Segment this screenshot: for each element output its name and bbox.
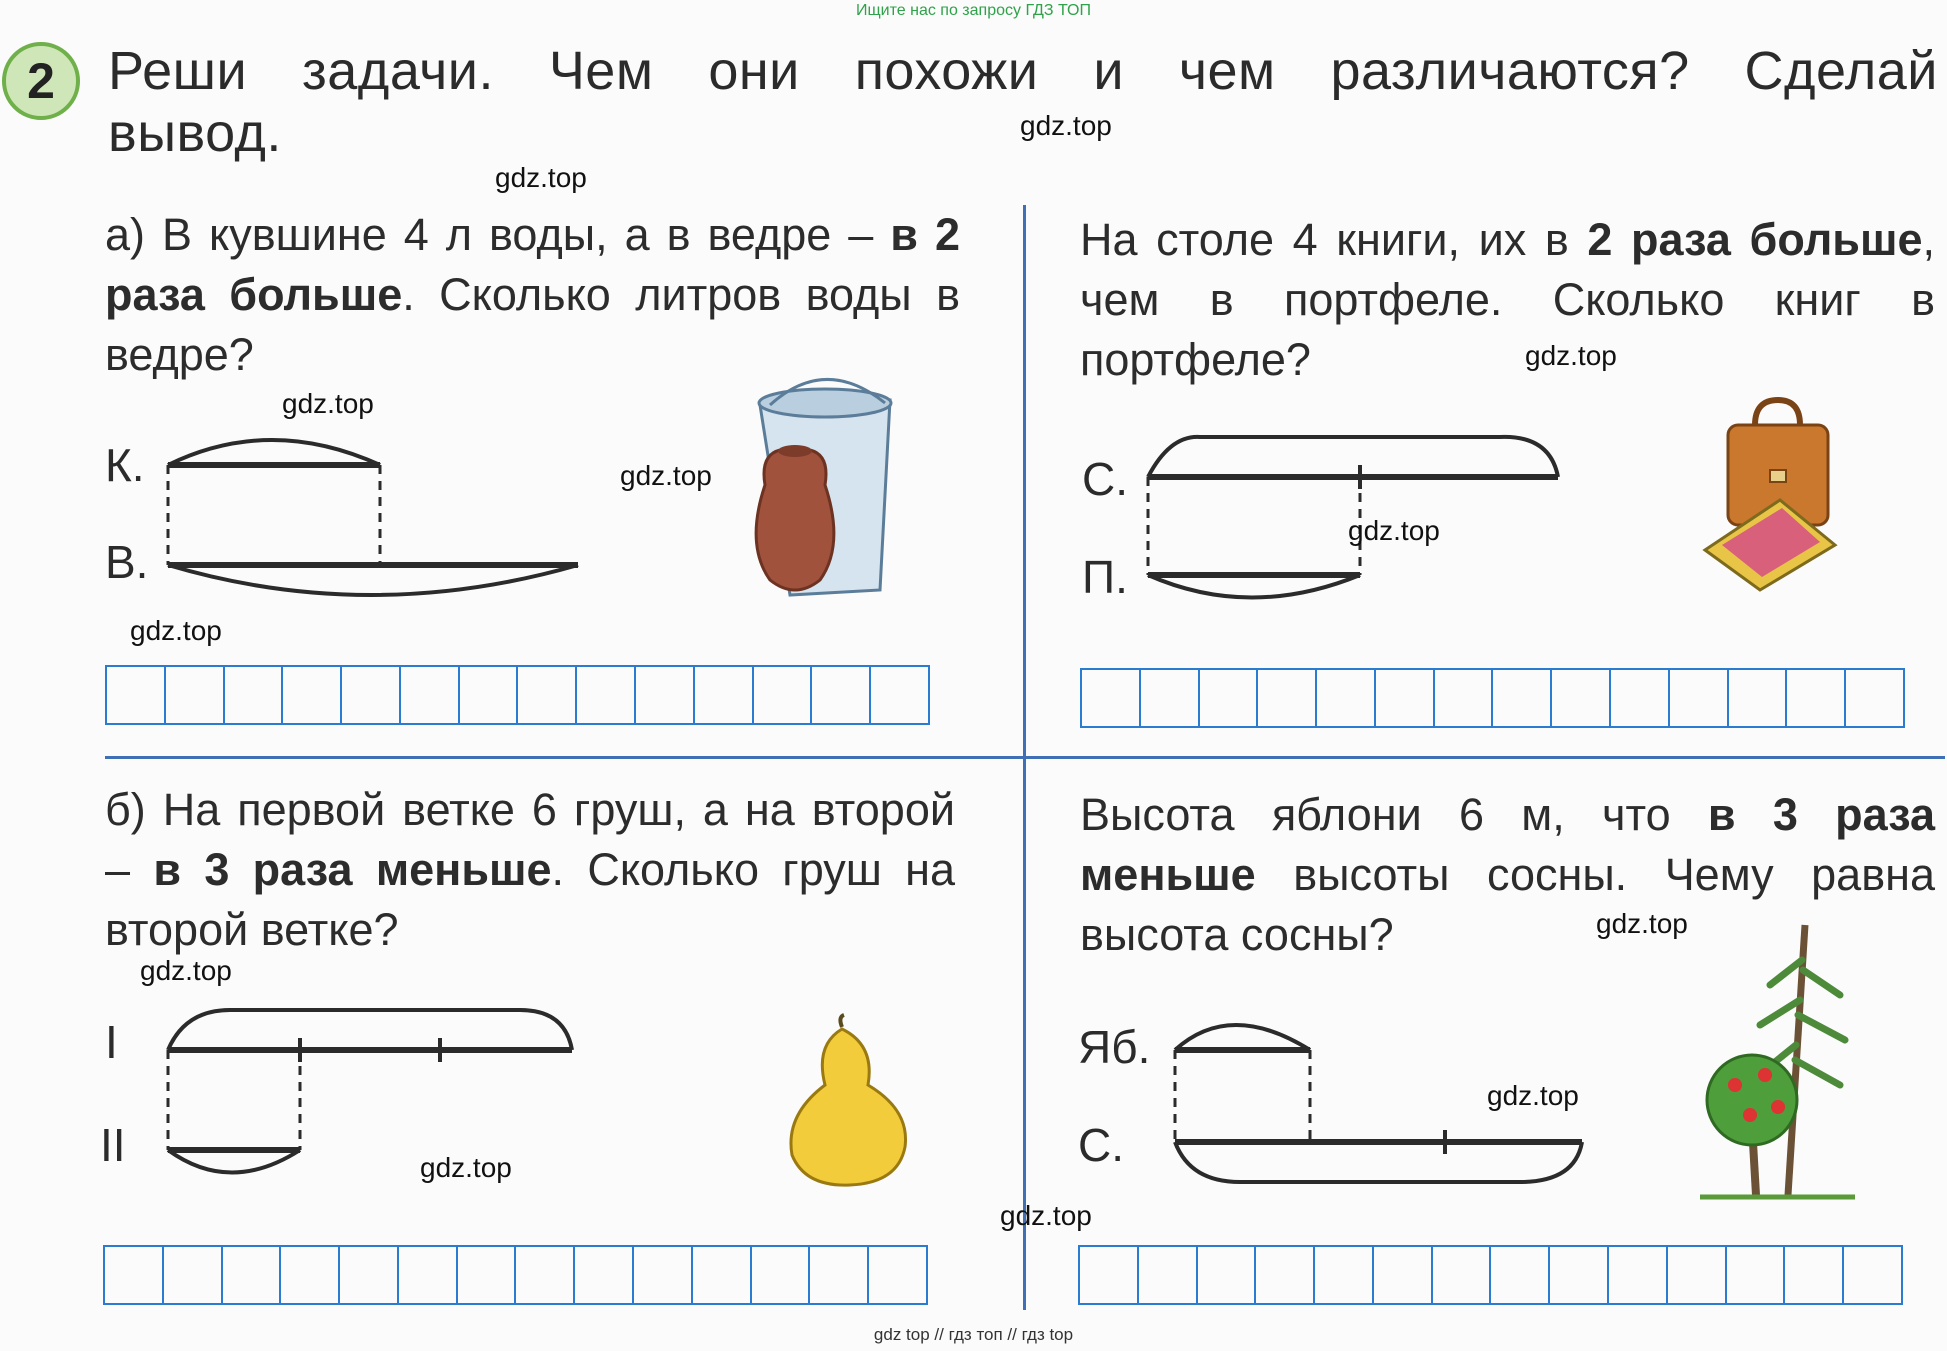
scheme-a2-brace-bottom <box>1148 575 1360 598</box>
answer-cell[interactable] <box>1491 1247 1550 1303</box>
answer-cell[interactable] <box>1258 670 1317 726</box>
problem-b-text <box>105 780 955 960</box>
answer-cell[interactable] <box>634 1247 693 1303</box>
watermark: gdz.top <box>620 460 712 491</box>
answer-cells-a2[interactable] <box>1080 668 1905 728</box>
answer-cell[interactable] <box>460 667 519 723</box>
answer-cell[interactable] <box>1609 1247 1668 1303</box>
answer-cell[interactable] <box>107 667 166 723</box>
answer-cell[interactable] <box>810 1247 869 1303</box>
scheme-a-diagram <box>160 425 590 615</box>
answer-cell[interactable] <box>1846 670 1903 726</box>
scheme-a2-label-top: С. <box>1082 453 1128 505</box>
answer-cell[interactable] <box>1670 670 1729 726</box>
answer-cell[interactable] <box>575 1247 634 1303</box>
problem-b-part1: б) На первой ветке 6 груш, а на второй – <box>105 784 955 895</box>
scheme-a2-label-bottom: П. <box>1082 551 1128 603</box>
watermark: gdz.top <box>1487 1080 1579 1111</box>
answer-cell[interactable] <box>1141 670 1200 726</box>
problem-b-part2: . Сколько груш на второй ветке? <box>105 844 956 955</box>
problem-a2-bold: 2 раза больше <box>1587 214 1923 265</box>
answer-cell[interactable] <box>1611 670 1670 726</box>
answer-cells-a[interactable] <box>105 665 930 725</box>
watermark: gdz.top <box>1596 908 1688 939</box>
answer-cell[interactable] <box>1200 670 1259 726</box>
answer-cell[interactable] <box>1493 670 1552 726</box>
scheme-a-brace-top <box>168 440 380 465</box>
answer-cell[interactable] <box>283 667 342 723</box>
answer-cell[interactable] <box>812 667 871 723</box>
problem-a-bold: в 2 раза больше <box>105 209 960 320</box>
answer-cell[interactable] <box>1374 1247 1433 1303</box>
watermark: gdz.top <box>282 388 374 419</box>
answer-cell[interactable] <box>636 667 695 723</box>
answer-cell[interactable] <box>342 667 401 723</box>
scheme-b-brace-bottom <box>168 1150 300 1173</box>
task-title-line1 <box>108 40 1938 102</box>
problem-b2-part2: высоты сосны. Чему равна высота сосны? <box>1080 849 1935 960</box>
answer-cell[interactable] <box>754 667 813 723</box>
answer-cell[interactable] <box>1317 670 1376 726</box>
title-word: и <box>1093 41 1124 101</box>
problem-a2-part2: , чем в портфеле. Сколько книг в портфеле? <box>1080 214 1935 385</box>
scheme-a-brace-bottom <box>168 565 578 595</box>
problem-a-text <box>105 205 960 385</box>
watermark: gdz.top <box>1525 340 1617 371</box>
scheme-a-label-bottom: В. <box>105 536 149 588</box>
answer-cell[interactable] <box>1844 1247 1901 1303</box>
answer-cell[interactable] <box>281 1247 340 1303</box>
answer-cell[interactable] <box>1256 1247 1315 1303</box>
task-title <box>108 40 1938 164</box>
top-banner: Ищите нас по запросу ГДЗ ТОП <box>856 2 1091 19</box>
title-word: они <box>708 41 800 101</box>
pear-illustration <box>780 1015 920 1190</box>
apple-tree-icon <box>1707 1055 1797 1145</box>
answer-cell[interactable] <box>871 667 928 723</box>
answer-cell[interactable] <box>693 1247 752 1303</box>
answer-cell[interactable] <box>1787 670 1846 726</box>
problem-a-part2: . Сколько литров воды в ведре? <box>105 269 960 380</box>
answer-cell[interactable] <box>1550 1247 1609 1303</box>
answer-cell[interactable] <box>1552 670 1611 726</box>
answer-cell[interactable] <box>1785 1247 1844 1303</box>
answer-cell[interactable] <box>752 1247 811 1303</box>
answer-cell[interactable] <box>401 667 460 723</box>
answer-cell[interactable] <box>1433 1247 1492 1303</box>
problem-a-part1: а) В кувшине 4 л воды, а в ведре – <box>105 209 891 260</box>
title-word: Сделай <box>1744 41 1938 101</box>
scheme-b-label-top: I <box>105 1016 118 1068</box>
scheme-b-brace-top <box>168 1010 572 1050</box>
trees-illustration <box>1690 925 1865 1210</box>
watermark: gdz.top <box>1348 515 1440 546</box>
scheme-b2-brace-bottom <box>1175 1142 1582 1182</box>
scheme-b2-label-bottom: С. <box>1078 1119 1124 1171</box>
title-word: похожи <box>854 41 1039 101</box>
title-word: различаются? <box>1330 41 1690 101</box>
answer-cell[interactable] <box>695 667 754 723</box>
footer-watermark: gdz top // гдз топ // гдз top <box>873 1325 1074 1344</box>
watermark: gdz.top <box>140 955 232 986</box>
answer-cell[interactable] <box>105 1247 164 1303</box>
scheme-b2-label-top: Яб. <box>1078 1021 1151 1073</box>
answer-cell[interactable] <box>1080 1247 1139 1303</box>
answer-cell[interactable] <box>1139 1247 1198 1303</box>
answer-cell[interactable] <box>518 667 577 723</box>
answer-cell[interactable] <box>1668 1247 1727 1303</box>
title-word: чем <box>1178 41 1276 101</box>
answer-cell[interactable] <box>1435 670 1494 726</box>
horizontal-divider <box>105 756 1945 759</box>
answer-cell[interactable] <box>166 667 225 723</box>
answer-cell[interactable] <box>1082 670 1141 726</box>
problem-b2-bold: в 3 раза меньше <box>1080 789 1935 900</box>
answer-cell[interactable] <box>1315 1247 1374 1303</box>
task-title-line2: вывод. <box>108 103 282 163</box>
watermark: gdz.top <box>495 162 587 193</box>
problem-b2-part1: Высота яблони 6 м, что <box>1080 789 1708 840</box>
watermark: gdz.top <box>1000 1200 1092 1231</box>
answer-cell[interactable] <box>225 667 284 723</box>
answer-cell[interactable] <box>340 1247 399 1303</box>
task-number-badge: 2 <box>2 42 80 120</box>
watermark: gdz.top <box>420 1152 512 1183</box>
watermark: gdz.top <box>130 615 222 646</box>
title-word: Чем <box>548 41 654 101</box>
briefcase-books-illustration <box>1700 395 1840 595</box>
watermark: gdz.top <box>1020 110 1112 141</box>
answer-cells-b[interactable] <box>103 1245 928 1305</box>
answer-cell[interactable] <box>1376 670 1435 726</box>
answer-cell[interactable] <box>164 1247 223 1303</box>
jug-bucket-illustration <box>740 375 940 605</box>
scheme-a-label-top: К. <box>105 439 145 491</box>
answer-cell[interactable] <box>458 1247 517 1303</box>
answer-cells-b2[interactable] <box>1078 1245 1903 1305</box>
scheme-b-diagram <box>160 1005 580 1200</box>
answer-cell[interactable] <box>869 1247 926 1303</box>
problem-a2-text <box>1080 210 1935 390</box>
title-word: задачи. <box>302 41 494 101</box>
scheme-a2-brace-top <box>1148 437 1558 477</box>
answer-cell[interactable] <box>1727 1247 1786 1303</box>
jug-icon <box>756 450 834 590</box>
pear-icon <box>791 1029 906 1185</box>
answer-cell[interactable] <box>1198 1247 1257 1303</box>
answer-cell[interactable] <box>577 667 636 723</box>
problem-b-bold: в 3 раза меньше <box>153 844 552 895</box>
answer-cell[interactable] <box>399 1247 458 1303</box>
title-word: Реши <box>108 41 248 101</box>
scheme-b2-brace-top <box>1175 1025 1310 1050</box>
problem-a2-part1: На столе 4 книги, их в <box>1080 214 1588 265</box>
answer-cell[interactable] <box>223 1247 282 1303</box>
answer-cell[interactable] <box>1729 670 1788 726</box>
scheme-b-label-bottom: II <box>100 1119 126 1171</box>
answer-cell[interactable] <box>516 1247 575 1303</box>
